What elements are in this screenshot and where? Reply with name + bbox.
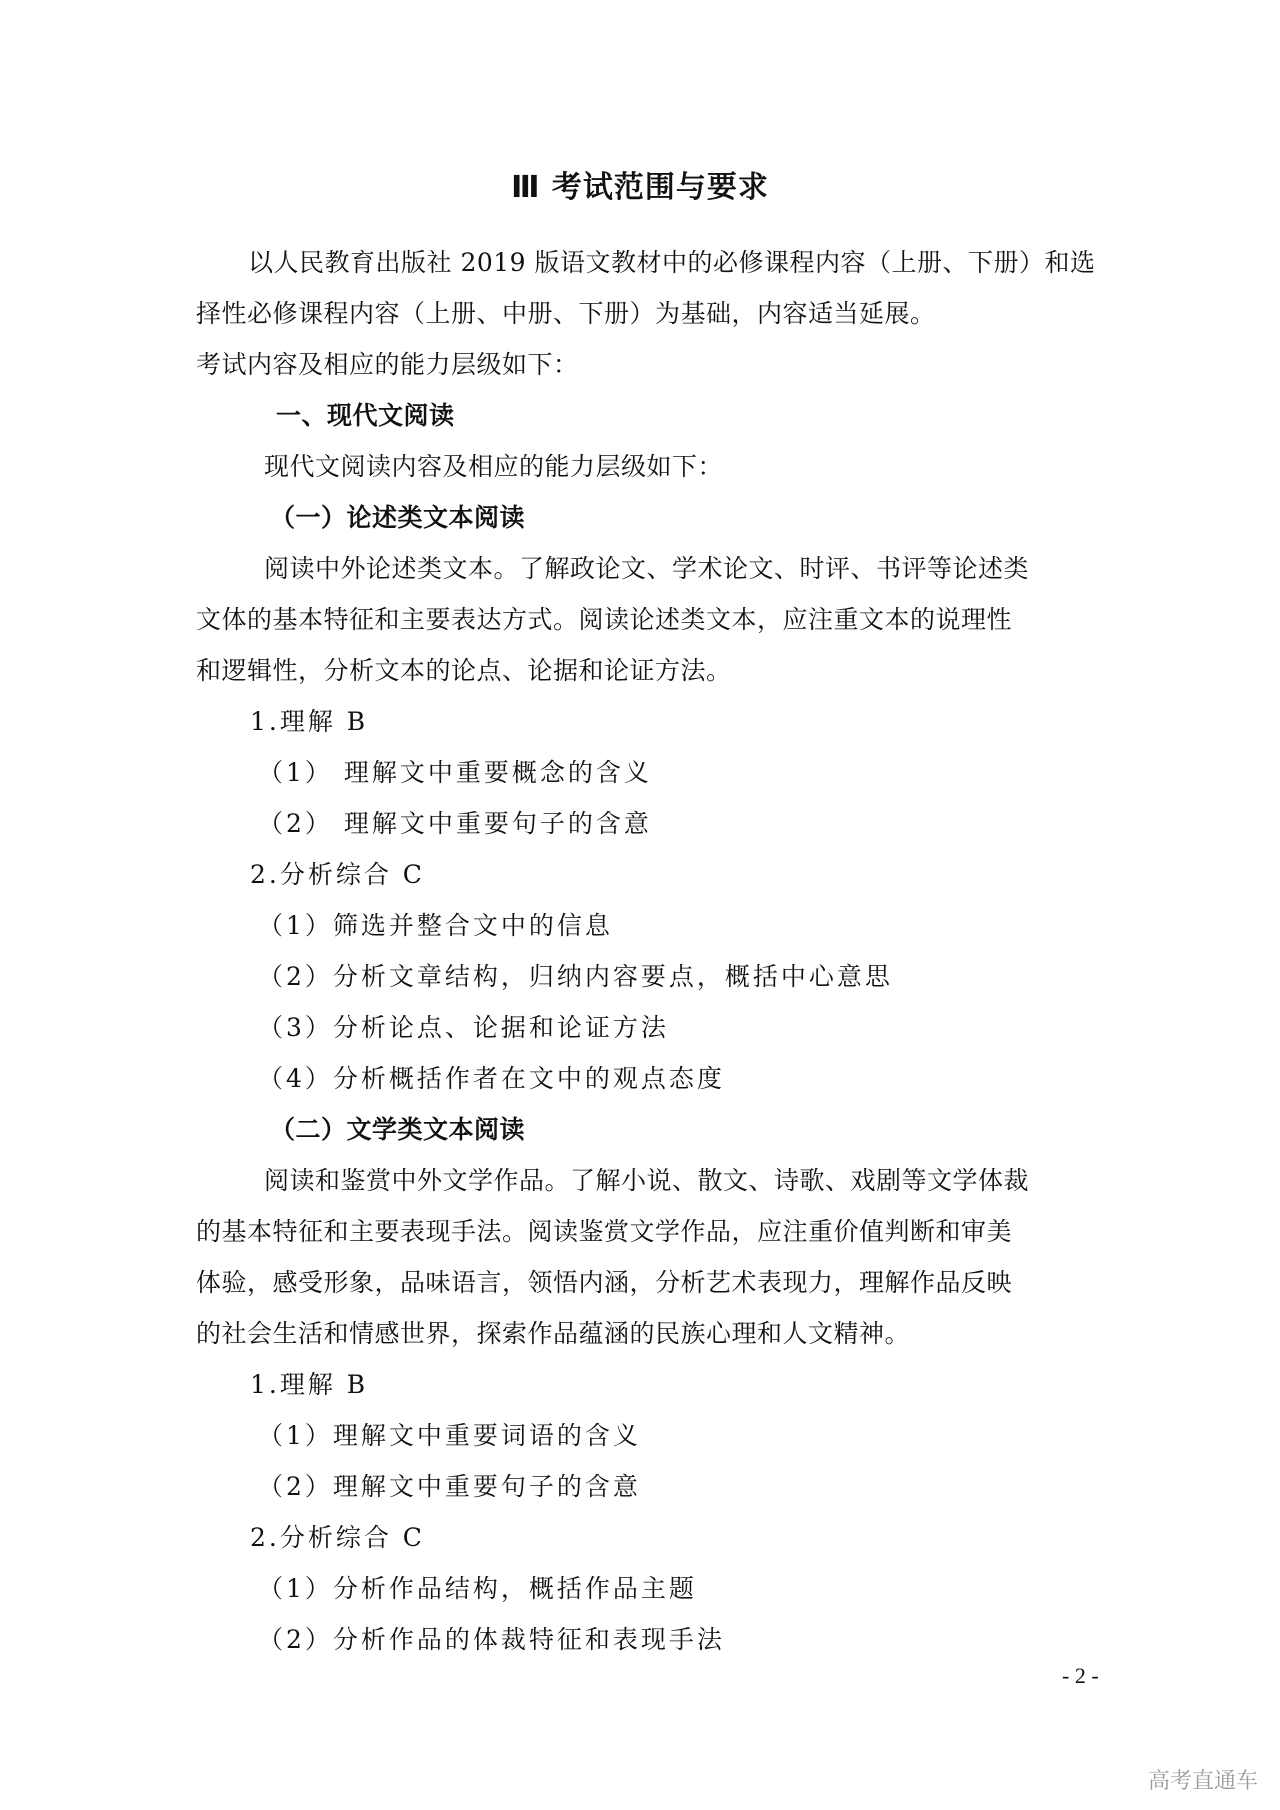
level-heading-analyze: 2.分析综合 C bbox=[250, 1523, 425, 1552]
section-intro: 现代文阅读内容及相应的能力层级如下： bbox=[264, 452, 724, 481]
list-item: （4）分析概括作者在文中的观点态度 bbox=[258, 1064, 725, 1093]
list-item: （3）分析论点、论据和论证方法 bbox=[258, 1013, 669, 1042]
list-item: （2）理解文中重要句子的含意 bbox=[258, 1472, 641, 1501]
literary-para-line-4: 的社会生活和情感世界，探索作品蕴涵的民族心理和人文精神。 bbox=[196, 1319, 911, 1348]
watermark-text: 高考直通车 bbox=[1148, 1769, 1259, 1794]
literary-para-line-3: 体验，感受形象，品味语言，领悟内涵，分析艺术表现力，理解作品反映 bbox=[196, 1268, 1013, 1297]
intro-line-2: 择性必修课程内容（上册、中册、下册）为基础，内容适当延展。 bbox=[196, 299, 936, 328]
literary-para-line-2: 的基本特征和主要表现手法。阅读鉴赏文学作品，应注重价值判断和审美 bbox=[196, 1217, 1013, 1246]
literary-para-line-1: 阅读和鉴赏中外文学作品。了解小说、散文、诗歌、戏剧等文学体裁 bbox=[264, 1166, 1030, 1195]
argumentative-para-line-3: 和逻辑性，分析文本的论点、论据和论证方法。 bbox=[196, 656, 732, 685]
intro-line-1: 以人民教育出版社 2019 版语文教材中的必修课程内容（上册、下册）和选 bbox=[248, 248, 1096, 277]
list-item: （2） 理解文中重要句子的含意 bbox=[258, 809, 652, 838]
level-heading-analyze: 2.分析综合 C bbox=[250, 860, 425, 889]
intro-line-3: 考试内容及相应的能力层级如下： bbox=[196, 350, 579, 379]
list-item: （1） 理解文中重要概念的含义 bbox=[258, 758, 652, 787]
level-heading-understand: 1.理解 B bbox=[250, 707, 369, 736]
subsection-heading-literary: （二）文学类文本阅读 bbox=[270, 1115, 526, 1144]
level-heading-understand: 1.理解 B bbox=[250, 1370, 369, 1399]
subsection-heading-argumentative: （一）论述类文本阅读 bbox=[270, 503, 526, 532]
page-number: - 2 - bbox=[1062, 1663, 1099, 1688]
section-heading-modern-reading: 一、现代文阅读 bbox=[276, 401, 455, 430]
argumentative-para-line-1: 阅读中外论述类文本。了解政论文、学术论文、时评、书评等论述类 bbox=[264, 554, 1030, 583]
argumentative-para-line-2: 文体的基本特征和主要表达方式。阅读论述类文本，应注重文本的说理性 bbox=[196, 605, 1013, 634]
list-item: （2）分析文章结构，归纳内容要点，概括中心意思 bbox=[258, 962, 893, 991]
list-item: （1）分析作品结构，概括作品主题 bbox=[258, 1574, 697, 1603]
list-item: （1）筛选并整合文中的信息 bbox=[258, 911, 613, 940]
list-item: （1）理解文中重要词语的含义 bbox=[258, 1421, 641, 1450]
page-title: Ⅲ 考试范围与要求 bbox=[511, 170, 769, 205]
list-item: （2）分析作品的体裁特征和表现手法 bbox=[258, 1625, 725, 1654]
